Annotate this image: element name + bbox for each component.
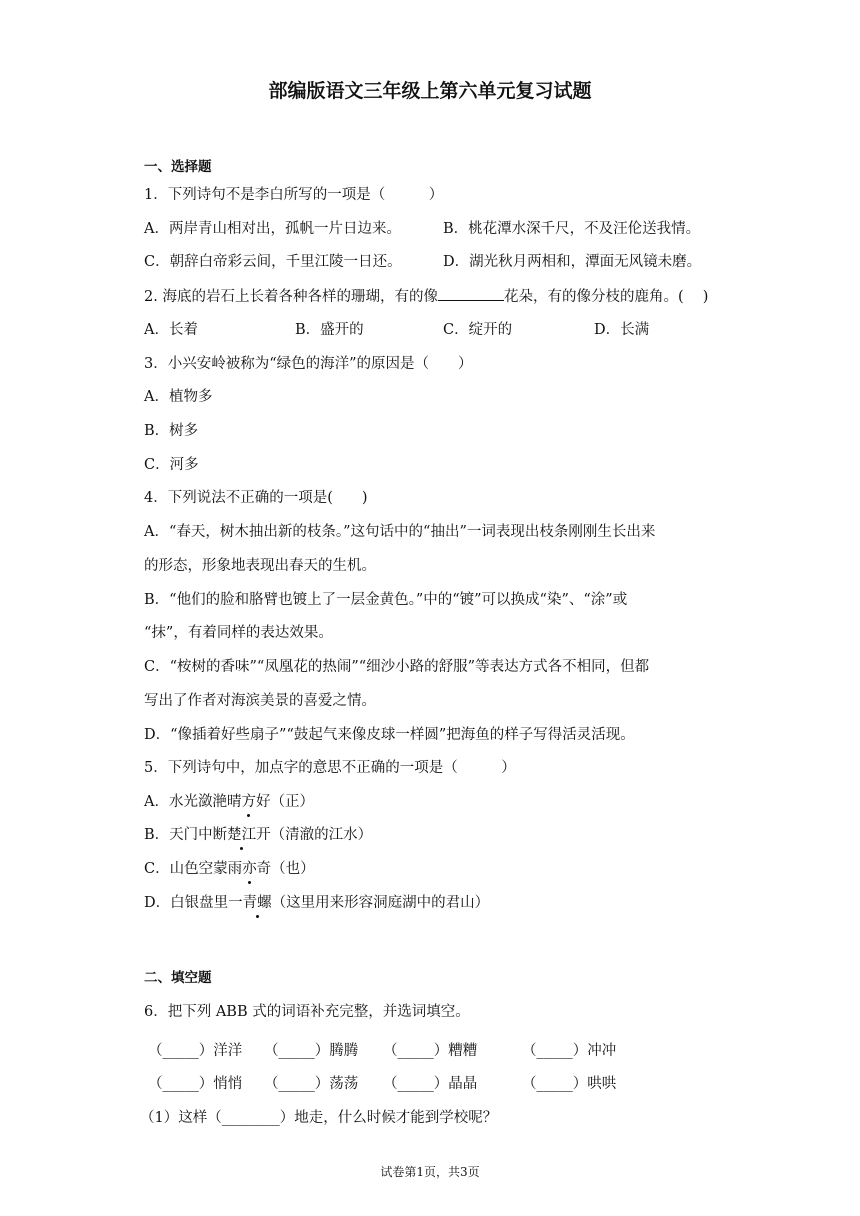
question-5-option-d-dotted-word: 青螺 xyxy=(242,895,272,911)
question-2-blank xyxy=(438,286,504,301)
section-heading-fill: 二、填空题 xyxy=(144,970,212,986)
question-5-option-a-end: 好（正） xyxy=(255,794,314,810)
question-4-stem: 4．下列说法不正确的一项是( ) xyxy=(144,490,368,506)
question-5-option-a xyxy=(144,792,314,812)
question-2-stem-start: 2. 海底的岩石上长着各种各样的珊瑚，有的像 xyxy=(144,289,438,305)
question-4-option-d: D．“像插着好些扇子”“鼓起气来像皮球一样圆”把海鱼的样子写得活灵活现。 xyxy=(144,727,635,743)
question-5-option-d-end: （这里用来形容洞庭湖中的君山） xyxy=(271,895,490,911)
word-blank-8: （_____）哄哄 xyxy=(522,1076,617,1092)
question-2-option-b: B．盛开的 xyxy=(295,322,364,338)
question-5-option-a-start: A．水光潋滟晴 xyxy=(144,794,242,810)
question-1-option-a: A．两岸青山相对出，孤帆一片日边来。 xyxy=(144,221,401,237)
word-blank-6: （_____）荡荡 xyxy=(264,1076,359,1092)
question-1-option-b: B．桃花潭水深千尺，不及汪伦送我情。 xyxy=(443,221,701,237)
question-5-option-b-start: B．天门中断 xyxy=(144,827,228,843)
question-3-option-b: B．树多 xyxy=(144,423,199,439)
question-5-stem: 5．下列诗句中，加点字的意思不正确的一项是（ ） xyxy=(144,760,516,776)
word-blank-2: （_____）腾腾 xyxy=(264,1043,359,1059)
question-1-stem: 1．下列诗句不是李白所写的一项是（ ） xyxy=(144,187,444,203)
question-1-option-d: D．湖光秋月两相和，潭面无风镜未磨。 xyxy=(443,254,702,270)
question-2-stem xyxy=(144,286,708,307)
word-blank-3: （_____）糟糟 xyxy=(383,1043,478,1059)
question-3-option-c: C．河多 xyxy=(144,457,199,473)
question-4-option-a-line-1: A．“春天，树木抽出新的枝条。”这句话中的“抽出”一词表现出枝条刚刚生长出来 xyxy=(144,524,656,540)
question-5-option-c-end: 奇（也） xyxy=(256,861,315,877)
question-5-option-d xyxy=(144,893,489,913)
question-5-option-a-dotted-word: 方 xyxy=(241,794,256,810)
word-blank-1: （_____）洋洋 xyxy=(148,1043,243,1059)
question-4-option-b-line-1: B．“他们的脸和胳臂也镀上了一层金黄色。”中的“镀”可以换成“染”、“涂”或 xyxy=(144,592,628,608)
question-4-option-b-line-2: “抹”，有着同样的表达效果。 xyxy=(144,625,333,641)
question-4-option-c-line-1: C．“桉树的香味”“凤凰花的热闹”“细沙小路的舒服”等表达方式各不相同，但都 xyxy=(144,659,650,675)
page-footer: 试卷第1页，共3页 xyxy=(380,1165,480,1179)
word-blank-5: （_____）悄悄 xyxy=(148,1076,243,1092)
question-1-option-c: C．朝辞白帝彩云间，千里江陵一日还。 xyxy=(144,254,402,270)
question-6-subquestion-1: （1）这样（________）地走，什么时候才能到学校呢？ xyxy=(140,1110,498,1126)
question-5-option-c-dotted-word: 亦 xyxy=(242,861,257,877)
question-5-option-d-start: D．白银盘里一 xyxy=(144,895,243,911)
question-6-stem: 6．把下列 ABB 式的词语补充完整，并选词填空。 xyxy=(144,1004,470,1020)
question-4-option-c-line-2: 写出了作者对海滨美景的喜爱之情。 xyxy=(144,693,376,709)
question-5-option-b-dotted-word: 楚江 xyxy=(227,827,257,843)
question-5-option-c xyxy=(144,859,315,879)
question-2-option-d: D．长满 xyxy=(594,322,650,338)
word-blank-4: （_____）冲冲 xyxy=(522,1043,617,1059)
question-3-stem: 3．小兴安岭被称为“绿色的海洋”的原因是（ ） xyxy=(144,356,473,372)
question-5-option-c-start: C．山色空蒙雨 xyxy=(144,861,243,877)
question-5-option-b xyxy=(144,825,372,845)
question-2-option-c: C．绽开的 xyxy=(443,322,513,338)
question-2-stem-end: 花朵，有的像分枝的鹿角。( ) xyxy=(503,289,709,305)
section-heading-choice: 一、选择题 xyxy=(144,159,212,175)
question-3-option-a: A．植物多 xyxy=(144,389,213,405)
page-title: 部编版语文三年级上第六单元复习试题 xyxy=(268,80,592,102)
question-2-option-a: A．长着 xyxy=(144,322,198,338)
word-blank-7: （_____）晶晶 xyxy=(383,1076,478,1092)
question-5-option-b-end: 开（清澈的江水） xyxy=(256,827,373,843)
question-4-option-a-line-2: 的形态，形象地表现出春天的生机。 xyxy=(144,558,376,574)
